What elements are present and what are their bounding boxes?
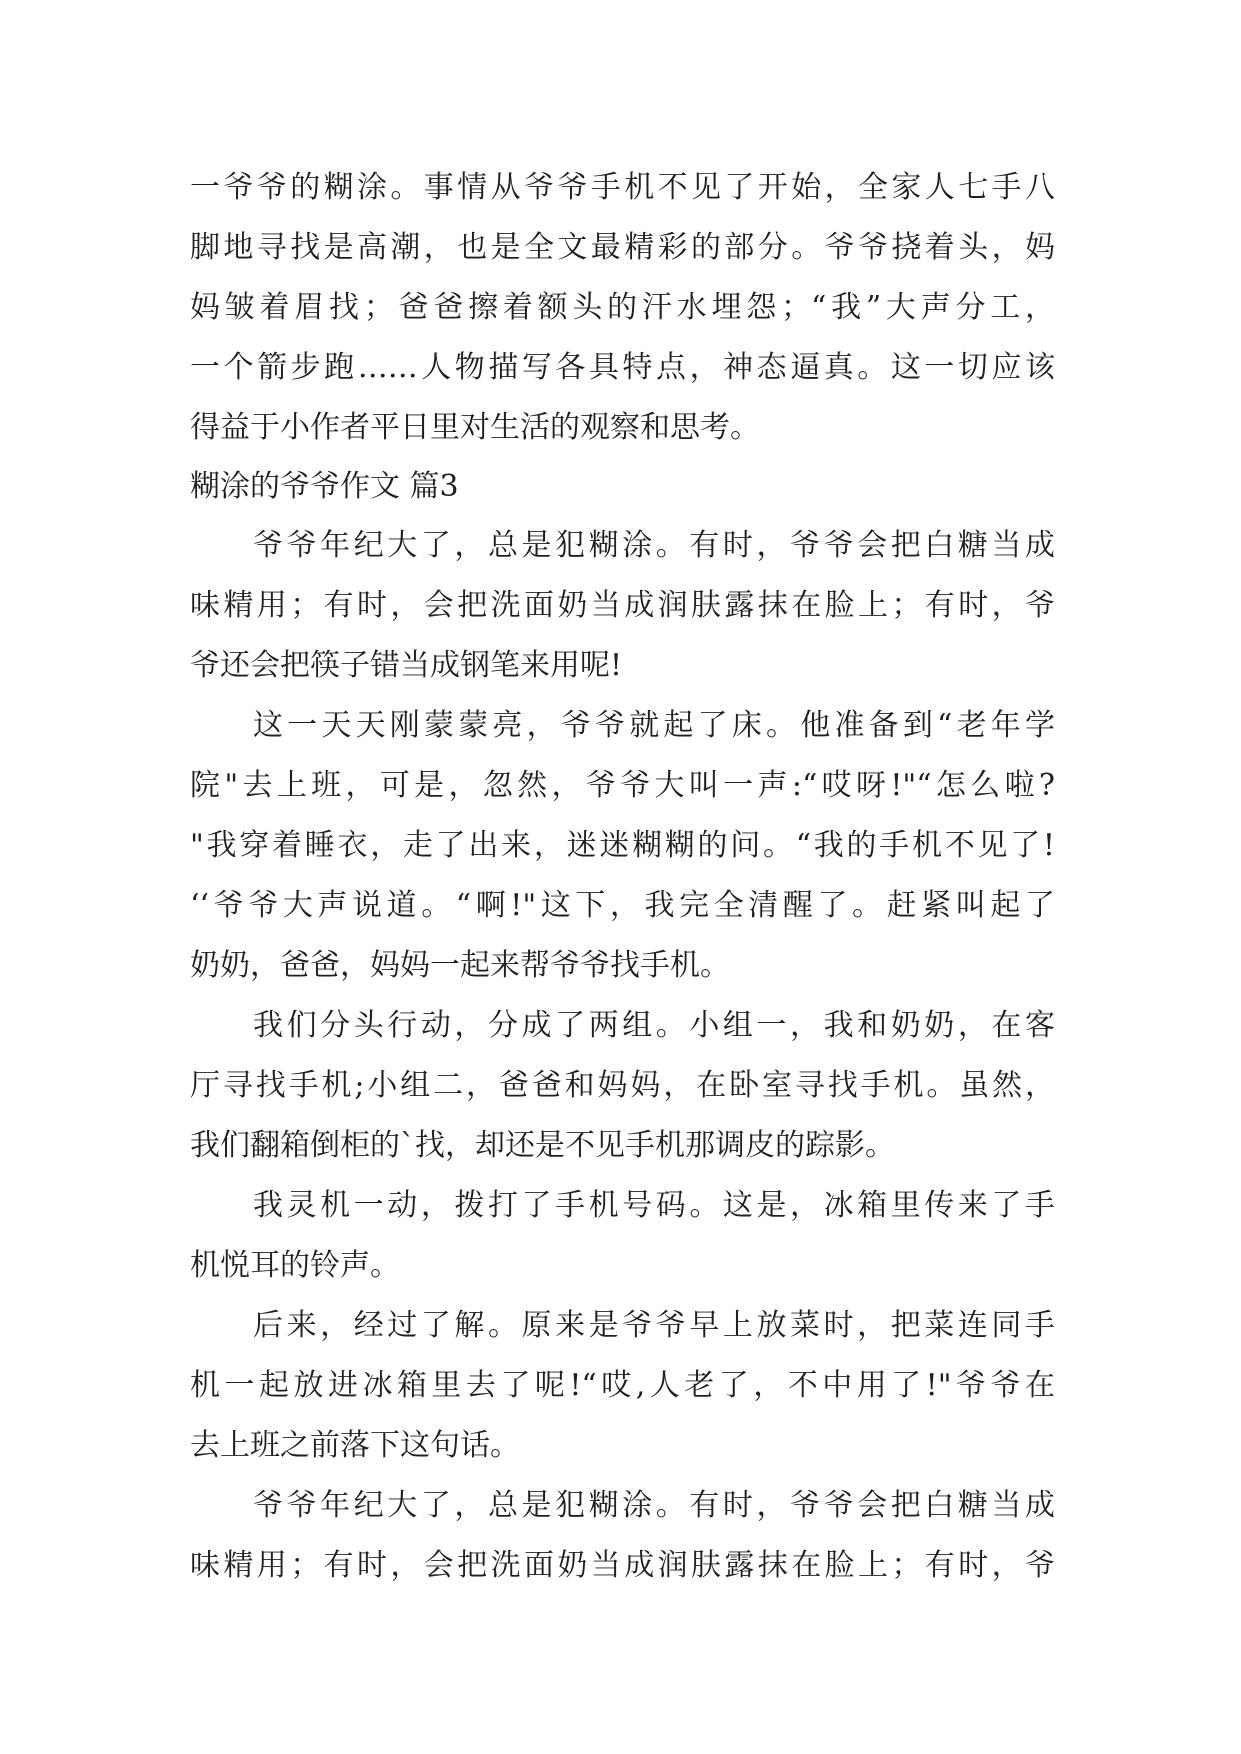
text-line: 得益于小作者平日里对生活的观察和思考。 bbox=[190, 410, 760, 445]
comment-paragraph bbox=[190, 158, 1055, 458]
text-line: 院"去上班，可是，忽然，爷爷大叫一声:“哎呀!"“怎么啦? bbox=[190, 768, 1055, 803]
paragraph bbox=[190, 996, 1055, 1176]
text-line: 爷爷年纪大了，总是犯糊涂。有时，爷爷会把白糖当成 bbox=[253, 1488, 1055, 1523]
text-line: 我灵机一动，拨打了手机号码。这是，冰箱里传来了手 bbox=[253, 1188, 1055, 1223]
paragraph bbox=[190, 1476, 1055, 1596]
text-line: 味精用；有时，会把洗面奶当成润肤露抹在脸上；有时，爷 bbox=[190, 1548, 1055, 1583]
text-line: 脚地寻找是高潮，也是全文最精彩的部分。爷爷挠着头，妈 bbox=[190, 230, 1055, 265]
text-line: 爷爷年纪大了，总是犯糊涂。有时，爷爷会把白糖当成 bbox=[253, 528, 1055, 563]
document-body bbox=[190, 158, 1055, 1596]
text-line: 去上班之前落下这句话。 bbox=[190, 1428, 520, 1463]
section-title bbox=[190, 458, 1055, 516]
text-line: 这一天天刚蒙蒙亮，爷爷就起了床。他准备到“老年学 bbox=[253, 708, 1055, 743]
text-line: 一爷爷的糊涂。事情从爷爷手机不见了开始，全家人七手八 bbox=[190, 170, 1055, 205]
section-title-text: 糊涂的爷爷作文 篇3 bbox=[190, 469, 459, 504]
text-line: 奶奶，爸爸，妈妈一起来帮爷爷找手机。 bbox=[190, 948, 730, 983]
text-line: 机一起放进冰箱里去了呢!“哎,人老了，不中用了!"爷爷在 bbox=[190, 1368, 1055, 1403]
text-line: 味精用；有时，会把洗面奶当成润肤露抹在脸上；有时，爷 bbox=[190, 588, 1055, 623]
paragraph bbox=[190, 516, 1055, 696]
text-line: "我穿着睡衣，走了出来，迷迷糊糊的问。“我的手机不见了! bbox=[190, 828, 1055, 863]
text-line: 厅寻找手机;小组二，爸爸和妈妈，在卧室寻找手机。虽然， bbox=[190, 1068, 1055, 1103]
paragraph bbox=[190, 1296, 1055, 1476]
text-line: 我们分头行动，分成了两组。小组一，我和奶奶，在客 bbox=[253, 1008, 1055, 1043]
text-line: 我们翻箱倒柜的`找，却还是不见手机那调皮的踪影。 bbox=[190, 1128, 895, 1163]
text-line: ‘‘爷爷大声说道。“啊!"这下，我完全清醒了。赶紧叫起了 bbox=[190, 888, 1055, 923]
text-line: 一个箭步跑……人物描写各具特点，神态逼真。这一切应该 bbox=[190, 350, 1055, 385]
paragraph bbox=[190, 696, 1055, 996]
text-line: 妈皱着眉找；爸爸擦着额头的汗水埋怨；“我”大声分工， bbox=[190, 290, 1055, 325]
text-line: 机悦耳的铃声。 bbox=[190, 1248, 400, 1283]
text-line: 爷还会把筷子错当成钢笔来用呢! bbox=[190, 648, 623, 683]
text-line: 后来，经过了解。原来是爷爷早上放菜时，把菜连同手 bbox=[253, 1308, 1055, 1343]
paragraph bbox=[190, 1176, 1055, 1296]
